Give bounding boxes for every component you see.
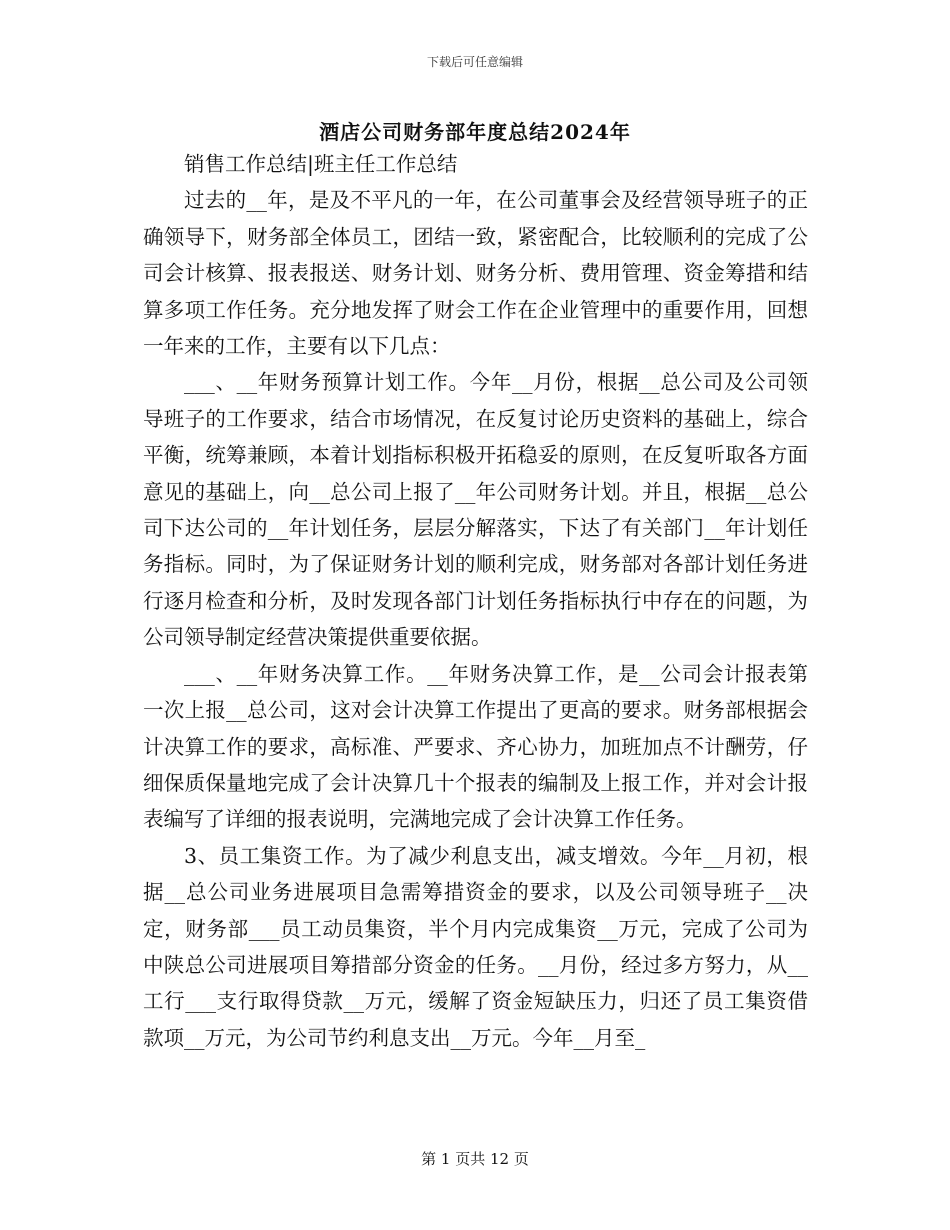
header-note: 下载后可任意编辑 bbox=[426, 55, 523, 69]
page-number: 第 1 页共 12 页 bbox=[421, 1150, 529, 1168]
paragraph-links: 销售工作总结|班主任工作总结 bbox=[184, 152, 458, 176]
paragraph-employee-fundraising: 3、员工集资工作。为了减少利息支出，减支增效。今年__月初，根据__总公司业务进展项目急需筹措资金的要求，以及公司领导班子__决定，财务部___员工动员集资，半个月内完成集资__万元，完成了公司为中陕总公司进展项目筹措部分资金的任务。__月份，经过多方努力，从__工行___支行取得贷款__万元，缓解了资金短缺压力，归还了员工集资借款项__万元，为公司节约利息支出__万元。今年__月至_ bbox=[143, 843, 808, 1050]
paragraph-budget-plan: ___、__年财务预算计划工作。今年__月份，根据__总公司及公司领导班子的工作要求，结合市场情况，在反复讨论历史资料的基础上，综合平衡，统筹兼顾，本着计划指标积极开拓稳妥的原则，在反复听取各方面意见的基础上，向__总公司上报了__年公司财务计划。并且，根据__总公司下达公司的__年计划任务，层层分解落实，下达了有关部门__年计划任务指标。同时，为了保证财务计划的顺利完成，财务部对各部计划任务进行逐月检查和分析，及时发现各部门计划任务指标执行中存在的问题，为公司领导制定经营决策提供重要依据。 bbox=[143, 370, 808, 650]
paragraph-final-accounts: ___、__年财务决算工作。__年财务决算工作，是__公司会计报表第一次上报__总公司，这对会计决算工作提出了更高的要求。财务部根据会计决算工作的要求，高标准、严要求、齐心协力，加班加点不计酬劳，仔细保质保量地完成了会计决算几十个报表的编制及上报工作，并对会计报表编写了详细的报表说明，完满地完成了会计决算工作任务。 bbox=[143, 661, 808, 832]
paragraph-intro: 过去的__年，是及不平凡的一年，在公司董事会及经营领导班子的正确领导下，财务部全体员工，团结一致，紧密配合，比较顺利的完成了公司会计核算、报表报送、财务计划、财务分析、费用管理、资金筹措和结算多项工作任务。充分地发挥了财会工作在企业管理中的重要作用，回想一年来的工作，主要有以下几点： bbox=[143, 188, 808, 359]
document-title: 酒店公司财务部年度总结2024年 bbox=[319, 120, 631, 144]
document-body bbox=[143, 146, 808, 1056]
